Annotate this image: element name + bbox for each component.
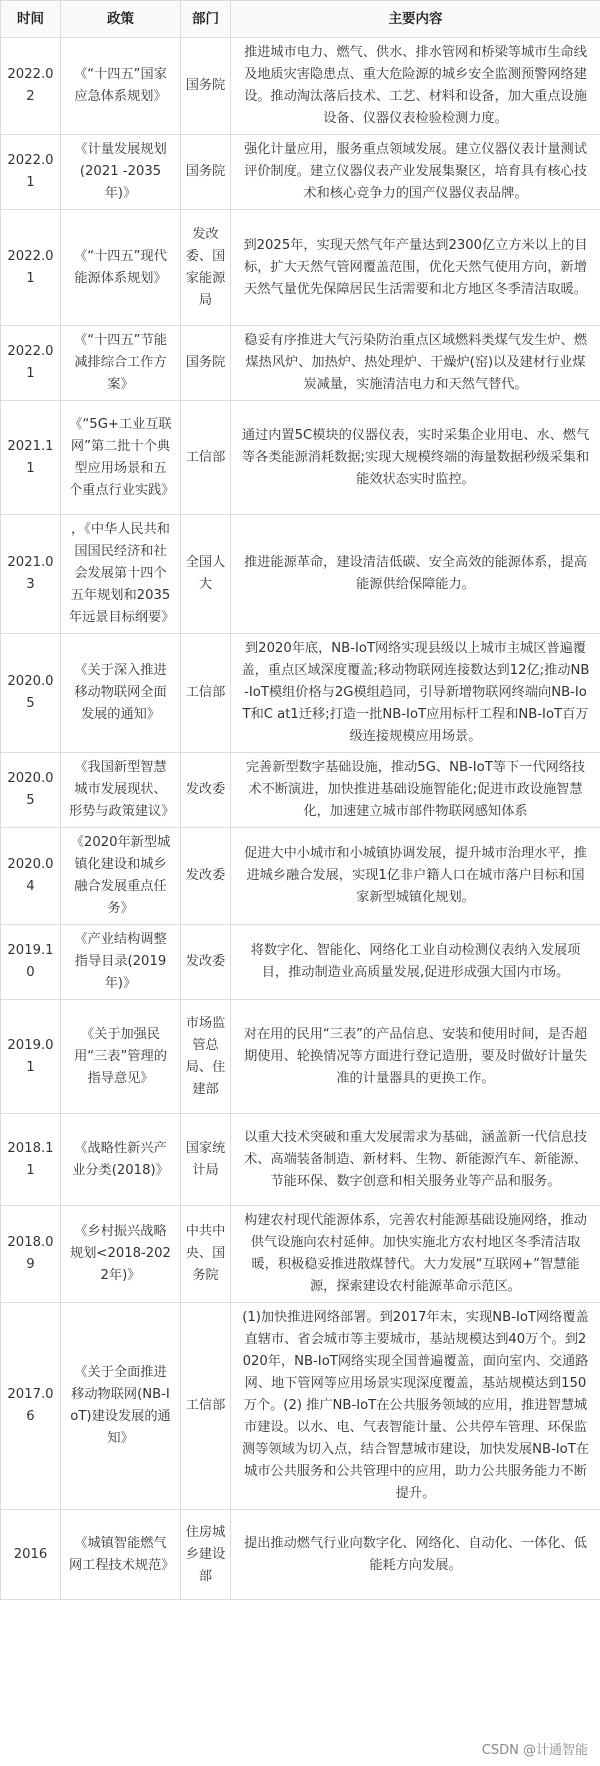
table-row bbox=[1, 753, 600, 828]
cell-content: 到2025年，实现天然气年产量达到2300亿立方米以上的目标，扩大天然气管网覆盖范围，优化天然气使用方向，新增天然气量优先保障居民生活需要和北方地区冬季清洁取暖。 bbox=[231, 210, 600, 326]
cell-content: 构建农村现代能源体系，完善农村能源基础设施网络，推动供气设施向农村延伸。加快实施北方农村地区冬季清洁取暖，积极稳妥推进散煤替代。大力发展“互联网+”智慧能源，探索建设农村能源革命示范区。 bbox=[231, 1206, 600, 1303]
cell-policy: 《关于全面推进移动物联网(NB-IoT)建设发展的通知》 bbox=[61, 1303, 181, 1510]
cell-date: 2018.11 bbox=[1, 1114, 61, 1206]
cell-policy: 《城镇智能燃气网工程技术规范》 bbox=[61, 1510, 181, 1600]
cell-department: 发改委 bbox=[181, 753, 231, 828]
cell-department: 工信部 bbox=[181, 401, 231, 515]
cell-content: 将数字化、智能化、网络化工业自动检测仪表纳入发展项目，推动制造业高质量发展,促进形成强大国内市场。 bbox=[231, 925, 600, 1000]
table-row bbox=[1, 828, 600, 925]
cell-department: 国务院 bbox=[181, 326, 231, 401]
table-row bbox=[1, 1510, 600, 1600]
cell-policy: 《关于深入推进移动物联网全面发展的通知》 bbox=[61, 634, 181, 753]
cell-content: 通过内置5C模块的仪器仪表，实时采集企业用电、水、燃气等各类能源消耗数据;实现大规模终端的海量数据秒级采集和能效状态实时监控。 bbox=[231, 401, 600, 515]
cell-policy: 《乡村振兴战略规划<2018-2022年)》 bbox=[61, 1206, 181, 1303]
header-policy: 政策 bbox=[61, 1, 181, 38]
cell-date: 2022.01 bbox=[1, 326, 61, 401]
cell-date: 2021.03 bbox=[1, 515, 61, 634]
cell-content: 强化计量应用，服务重点领域发展。建立仪器仪表计量测试评价制度。建立仪器仪表产业发展集聚区，培育具有核心技术和核心竞争力的国产仪器仪表品牌。 bbox=[231, 135, 600, 210]
table-row bbox=[1, 515, 600, 634]
cell-content: 稳妥有序推进大气污染防治重点区域燃料类煤气发生炉、燃煤热风炉、加热炉、热处理炉、干燥炉(窑)以及建材行业煤炭减量，实施清洁电力和天然气替代。 bbox=[231, 326, 600, 401]
table-row bbox=[1, 210, 600, 326]
cell-date: 2021.11 bbox=[1, 401, 61, 515]
cell-content: 提出推动燃气行业向数字化、网络化、自动化、一体化、低能耗方向发展。 bbox=[231, 1510, 600, 1600]
cell-date: 2019.10 bbox=[1, 925, 61, 1000]
watermark: CSDN @计通智能 bbox=[481, 1743, 588, 1758]
table-header-row bbox=[1, 1, 600, 38]
cell-policy: 《“十四五”现代能源体系规划》 bbox=[61, 210, 181, 326]
cell-policy: 《“十四五”国家应急体系规划》 bbox=[61, 38, 181, 135]
cell-date: 2022.01 bbox=[1, 210, 61, 326]
cell-date: 2020.04 bbox=[1, 828, 61, 925]
cell-policy: 《“十四五”节能减排综合工作方案》 bbox=[61, 326, 181, 401]
cell-content: 完善新型数字基础设施，推动5G、NB-IoT等下一代网络技术不断演进，加快推进基础设施智能化;促进市政设施智慧化，加速建立城市部件物联网感知体系 bbox=[231, 753, 600, 828]
cell-department: 国务院 bbox=[181, 135, 231, 210]
table-row bbox=[1, 401, 600, 515]
table-row bbox=[1, 38, 600, 135]
cell-department: 发改委 bbox=[181, 828, 231, 925]
cell-department: 市场监管总局、住建部 bbox=[181, 1000, 231, 1114]
cell-date: 2018.09 bbox=[1, 1206, 61, 1303]
table-row bbox=[1, 1303, 600, 1510]
cell-department: 工信部 bbox=[181, 634, 231, 753]
cell-department: 中共中央、国务院 bbox=[181, 1206, 231, 1303]
cell-policy: 《计量发展规划(2021 -2035年)》 bbox=[61, 135, 181, 210]
cell-policy: 《2020年新型城镇化建设和城乡融合发展重点任务》 bbox=[61, 828, 181, 925]
cell-department: 发改委 bbox=[181, 925, 231, 1000]
cell-content: 推进城市电力、燃气、供水、排水管网和桥梁等城市生命线及地质灾害隐患点、重大危险源的城乡安全监测预警网络建设。推动淘汰落后技术、工艺、材料和设备，加大重点设施设备、仪器仪表检验检测力度。 bbox=[231, 38, 600, 135]
cell-date: 2022.01 bbox=[1, 135, 61, 210]
cell-date: 2020.05 bbox=[1, 634, 61, 753]
cell-department: 发改委、国家能源局 bbox=[181, 210, 231, 326]
header-date: 时间 bbox=[1, 1, 61, 38]
table-row bbox=[1, 326, 600, 401]
cell-policy: ，《中华人民共和国国民经济和社会发展第十四个五年规划和2035年远景目标纲要》 bbox=[61, 515, 181, 634]
table-row bbox=[1, 1114, 600, 1206]
cell-department: 国务院 bbox=[181, 38, 231, 135]
table-row bbox=[1, 634, 600, 753]
cell-policy: 《“5G+工业互联网”第二批十个典型应用场景和五个重点行业实践》 bbox=[61, 401, 181, 515]
cell-content: 推进能源革命，建设清洁低碳、安全高效的能源体系，提高能源供给保障能力。 bbox=[231, 515, 600, 634]
cell-department: 住房城乡建设部 bbox=[181, 1510, 231, 1600]
cell-content: (1)加快推进网络部署。到2017年末，实现NB-IoT网络覆盖直辖市、省会城市等主要城市，基站规模达到40万个。到2020年，NB-IoT网络实现全国普遍覆盖，面向室内、交通路网、地下管网等应用场景实现深度覆盖，基站规模达到150万个。(2) 推广NB-IoT在公共服务领域的应用，推进智慧城市建设。以水、电、气表智能计量、公共停车管理、环保监测等领域为切入点，结合智慧城市建设，加快发展NB-IoT在城市公共服务和公共管理中的应用，助力公共服务能力不断提升。 bbox=[231, 1303, 600, 1510]
table-row bbox=[1, 1206, 600, 1303]
cell-content: 对在用的民用“三表”的产品信息、安装和使用时间，是否超期使用、轮换情况等方面进行登记造册，要及时做好计量失准的计量器具的更换工作。 bbox=[231, 1000, 600, 1114]
cell-policy: 《战略性新兴产业分类(2018)》 bbox=[61, 1114, 181, 1206]
table-row bbox=[1, 1000, 600, 1114]
cell-content: 促进大中小城市和小城镇协调发展，提升城市治理水平，推进城乡融合发展，实现1亿非户籍人口在城市落户目标和国家新型城镇化规划。 bbox=[231, 828, 600, 925]
cell-policy: 《关于加强民用“三表”管理的指导意见》 bbox=[61, 1000, 181, 1114]
cell-content: 以重大技术突破和重大发展需求为基础，涵盖新一代信息技术、高端装备制造、新材料、生物、新能源汽车、新能源、节能环保、数字创意和相关服务业等产品和服务。 bbox=[231, 1114, 600, 1206]
cell-department: 工信部 bbox=[181, 1303, 231, 1510]
table-row bbox=[1, 925, 600, 1000]
cell-date: 2022.02 bbox=[1, 38, 61, 135]
header-department: 部门 bbox=[181, 1, 231, 38]
cell-policy: 《产业结构调整指导目录(2019年)》 bbox=[61, 925, 181, 1000]
cell-date: 2017.06 bbox=[1, 1303, 61, 1510]
cell-policy: 《我国新型智慧城市发展现状、形势与政策建议》 bbox=[61, 753, 181, 828]
cell-content: 到2020年底，NB-IoT网络实现县级以上城市主城区普遍覆盖，重点区域深度覆盖;移动物联网连接数达到12亿;推动NB-IoT模组价格与2G模组趋同，引导新增物联网终端向NB-IoT和C at1迁移;打造一批NB-IoT应用标杆工程和NB-IoT百万级连接规模应用场景。 bbox=[231, 634, 600, 753]
cell-department: 全国人大 bbox=[181, 515, 231, 634]
cell-department: 国家统计局 bbox=[181, 1114, 231, 1206]
table-row bbox=[1, 135, 600, 210]
cell-date: 2016 bbox=[1, 1510, 61, 1600]
header-content: 主要内容 bbox=[231, 1, 600, 38]
cell-date: 2020.05 bbox=[1, 753, 61, 828]
table-body bbox=[1, 38, 600, 1600]
cell-date: 2019.01 bbox=[1, 1000, 61, 1114]
